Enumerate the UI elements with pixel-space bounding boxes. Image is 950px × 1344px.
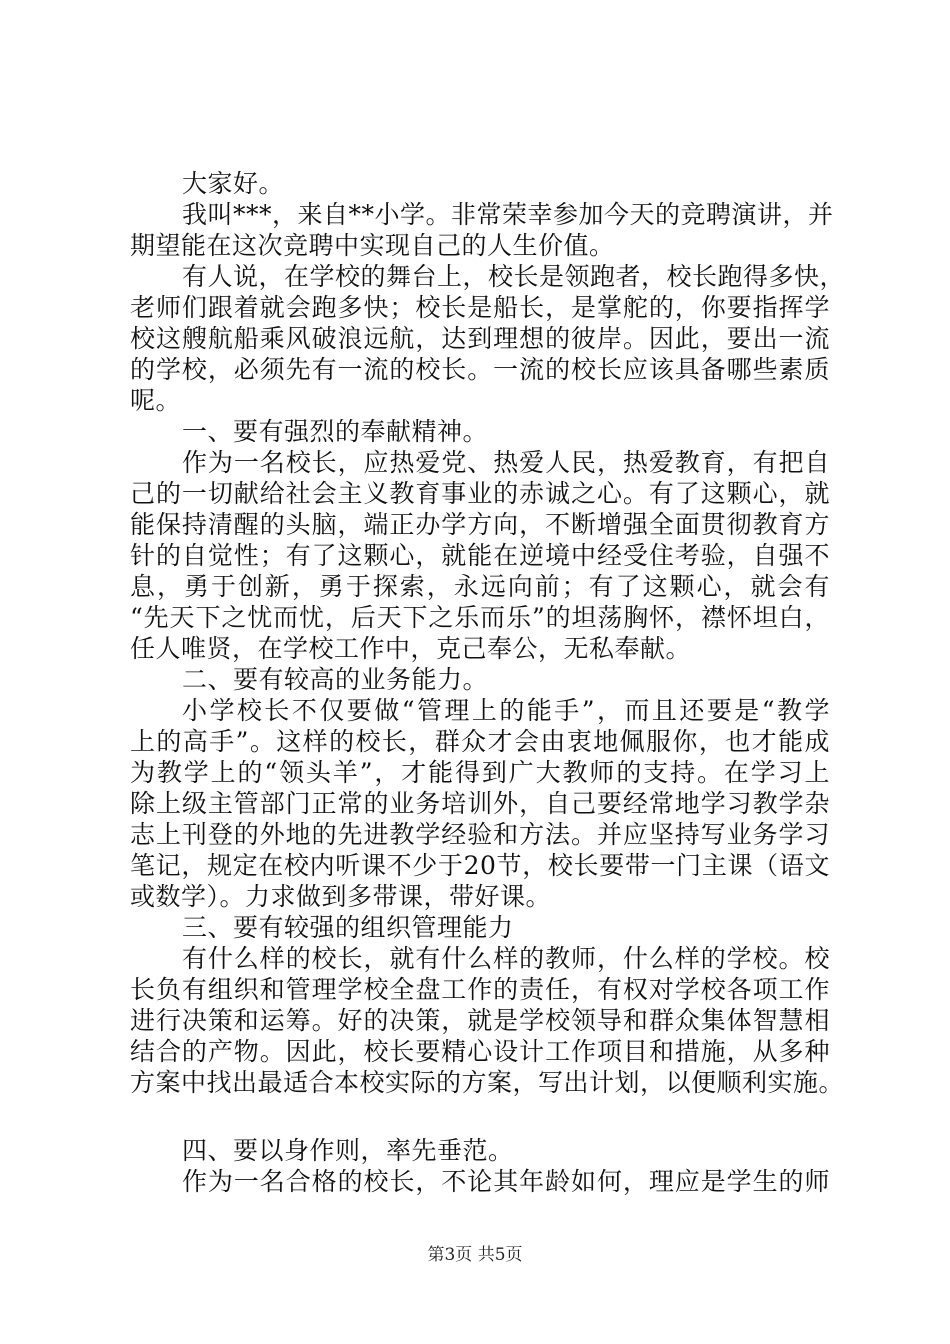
paragraph-line: 任人唯贤，在学校工作中，克己奉公，无私奉献。 [130, 634, 692, 663]
paragraph-line: 为教学上的“领头羊”，才能得到广大教师的支持。在学习上 [130, 758, 830, 787]
paragraph-gap [130, 1098, 830, 1135]
section-heading: 二、要有较高的业务能力。 [182, 665, 489, 694]
section-heading: 一、要有强烈的奉献精神。 [182, 417, 489, 446]
section-heading: 三、要有较强的组织管理能力 [182, 913, 514, 942]
document-body [130, 168, 846, 1197]
paragraph-line: 息，勇于创新，勇于探索，永远向前；有了这颗心，就会有 [130, 572, 830, 601]
paragraph-line: 结合的产物。因此，校长要精心设计工作项目和措施，从多种 [130, 1037, 830, 1066]
paragraph-line: 进行决策和运筹。好的决策，就是学校领导和群众集体智慧相 [130, 1006, 830, 1035]
paragraph-line: 笔记，规定在校内听课不少于20节，校长要带一门主课（语文 [130, 851, 830, 880]
paragraph-line: 校这艘航船乘风破浪远航，达到理想的彼岸。因此，要出一流 [130, 324, 830, 353]
greeting-line: 大家好。 [182, 169, 285, 198]
paragraph-line: 己的一切献给社会主义教育事业的赤诚之心。有了这颗心，就 [130, 479, 830, 508]
paragraph-line: 或数学）。力求做到多带课，带好课。 [130, 882, 552, 911]
paragraph-line: 除上级主管部门正常的业务培训外，自己要经常地学习教学杂 [130, 789, 830, 818]
paragraph-line: 方案中找出最适合本校实际的方案，写出计划，以便顺利实施。 [130, 1068, 845, 1097]
section-heading: 四、要以身作则，率先垂范。 [182, 1136, 514, 1165]
paragraph-line: 志上刊登的外地的先进教学经验和方法。并应坚持写业务学习 [130, 820, 830, 849]
paragraph-line: 上的高手”。这样的校长，群众才会由衷地佩服你，也才能成 [130, 727, 830, 756]
paragraph-line: “先天下之忧而忧，后天下之乐而乐”的坦荡胸怀，襟怀坦白， [130, 603, 830, 632]
paragraph-line: 能保持清醒的头脑，端正办学方向，不断增强全面贯彻教育方 [130, 510, 830, 539]
paragraph-line: 针的自觉性；有了这颗心，就能在逆境中经受住考验，自强不 [130, 541, 830, 570]
paragraph-line: 作为一名校长，应热爱党、热爱人民，热爱教育，有把自 [182, 448, 830, 477]
paragraph-line: 有人说，在学校的舞台上，校长是领跑者，校长跑得多快， [182, 262, 846, 291]
paragraph-line: 老师们跟着就会跑多快；校长是船长，是掌舵的，你要指挥学 [130, 293, 830, 322]
paragraph-line: 有什么样的校长，就有什么样的教师，什么样的学校。校 [182, 944, 830, 973]
paragraph-line: 的学校，必须先有一流的校长。一流的校长应该具备哪些素质 [130, 355, 830, 384]
paragraph-line: 作为一名合格的校长，不论其年龄如何，理应是学生的师 [182, 1167, 830, 1196]
paragraph-line: 长负有组织和管理学校全盘工作的责任，有权对学校各项工作 [130, 975, 830, 1004]
page-number-footer: 第3页 共5页 [427, 1245, 523, 1265]
paragraph-line: 我叫***，来自**小学。非常荣幸参加今天的竞聘演讲，并 [182, 200, 834, 229]
paragraph-line: 呢。 [130, 386, 182, 415]
paragraph-line: 期望能在这次竞聘中实现自己的人生价值。 [130, 231, 615, 260]
paragraph-line: 小学校长不仅要做“管理上的能手”，而且还要是“教学 [182, 696, 830, 725]
